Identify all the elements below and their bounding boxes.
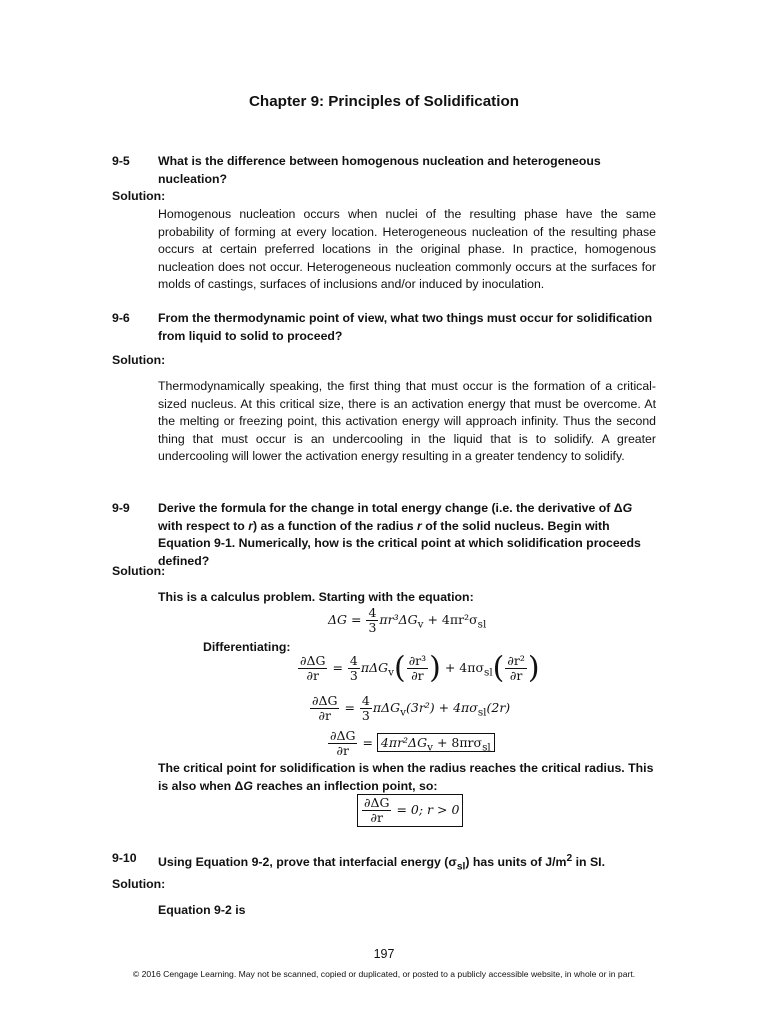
equation-derivative-1: $\frac{\partial\Delta G}{\partial r}$ = $\frac{4}{3}$ πΔG$_v$( $\frac{\text{∂r³}}{\partial r}$ ) + $4\pi\sigma_{sl}$( $\frac{\text{∂r²}}{\partial r}$ )	[300, 650, 540, 686]
boxed-result: $4\pi r^2\Delta G_v + 8\pi r\sigma_{sl}$	[377, 733, 495, 752]
critical-point-text: The critical point for solidification is when the radius reaches the critical radius. This is also when ΔG reaches an inflection point, so:	[158, 761, 654, 793]
solution-label: Solution:	[112, 877, 166, 891]
equation-energy: ΔG = $\frac{4}{3}$ $\pi r^3\Delta G_v + 4\pi r^2\sigma_{sl}$	[328, 605, 487, 635]
problem-question: Derive the formula for the change in total energy change (i.e. the derivative of ΔG with respect to r) as a function of the radius r of the solid nucleus. Begin with Equation 9-1. Numerically, how is the critical point at which solidification proceeds defined?	[158, 501, 641, 568]
page-number: 197	[373, 947, 395, 961]
problem-number: 9-9	[112, 501, 130, 515]
problem-number: 9-6	[112, 311, 130, 325]
solution-label: Solution:	[112, 189, 166, 203]
problem-number: 9-10	[112, 851, 137, 865]
equation-derivative-3: $\frac{\partial\Delta G}{\partial r}$ = $4\pi r^2\Delta G_v + 8\pi r\sigma_{sl}$	[327, 729, 495, 758]
equation-derivative-2: $\frac{\partial\Delta G}{\partial r}$ = $\frac{4}{3}$ $\pi\Delta G_v(3r^2) + 4\pi\sigma_{sl}(2r)$	[312, 693, 511, 723]
solution-text: Homogenous nucleation occurs when nuclei of the resulting phase have the same probability of forming at every location. Heterogeneous nucleation of the resulting phase occurs at certain preferred locations in the original phase. In practice, homogenous nucleation does not occur. Heterogeneous nucleation commonly occurs at the surfaces for molds of castings, surfaces of inclusions and/or induced by inoculation.	[158, 207, 656, 292]
problem-question: From the thermodynamic point of view, what two things must occur for solidification from liquid to solid to proceed?	[158, 311, 653, 343]
solution-text: Equation 9-2 is	[158, 903, 246, 917]
problem-number: 9-5	[112, 154, 130, 168]
solution-text: Thermodynamically speaking, the first thing that must occur is the formation of a critical-sized nucleus. At this critical size, there is an activation energy that must be overcome. At the melting or freezing point, this activation energy will approach infinity. Thus the second thing that must occur is an undercooling in the liquid that is to solidify. A greater undercooling will lower the activation energy resulting in a greater tendency to solidify.	[158, 379, 656, 464]
solution-label: Solution:	[112, 353, 166, 367]
solution-intro: This is a calculus problem. Starting with the equation:	[158, 590, 474, 604]
problem-question: What is the difference between homogenous nucleation and heterogeneous nucleation?	[158, 154, 601, 186]
page-title: Chapter 9: Principles of Solidification	[248, 93, 520, 110]
solution-label: Solution:	[112, 564, 166, 578]
equation-critical-point: $\frac{\partial\Delta G}{\partial r}$ = 0; r > 0	[357, 794, 463, 827]
problem-question: Using Equation 9-2, prove that interfacial energy $(\sigma_{sl})$ has units of $J/m^2$ in SI.	[158, 853, 605, 873]
differentiating-label: Differentiating:	[203, 640, 291, 654]
copyright-footer: © 2016 Cengage Learning. May not be scanned, copied or duplicated, or posted to a publicly accessible website, in whole or in part.	[132, 969, 636, 979]
